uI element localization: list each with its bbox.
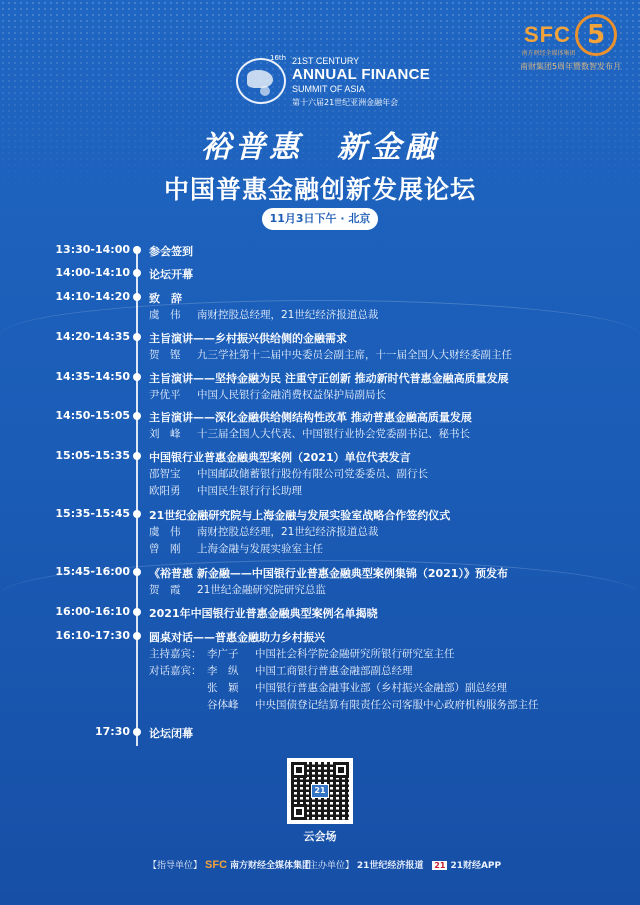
timeline-dot (133, 412, 141, 420)
date-badge: 11月3日下午 · 北京 (262, 208, 378, 230)
speaker-name: 张 颖 (207, 682, 239, 694)
agenda-title: 论坛闭幕 (149, 727, 193, 740)
speaker-name: 虞 伟 (149, 309, 181, 321)
speaker-role: 中国民生银行行长助理 (197, 485, 302, 497)
speaker (149, 466, 428, 481)
sfc-anniversary-logo (513, 14, 628, 72)
timeline-dot (133, 246, 141, 254)
qr-21-badge: 21 (311, 784, 329, 798)
guide-label: 【指导单位】 (148, 861, 203, 871)
agenda-time: 15:35-15:45 (55, 507, 130, 520)
five-anniversary-icon: 5 (575, 14, 617, 56)
summit-edition: 16th (270, 54, 287, 62)
guide-org: 南方财经全媒体集团 (230, 861, 312, 871)
agenda-time: 15:45-16:00 (55, 565, 130, 578)
host-org-21cbh: 21世纪经济报道 (356, 861, 424, 871)
qr-finder (333, 762, 349, 778)
speaker (149, 483, 302, 498)
speaker-role: 中国社会科学院金融研究所银行研究室主任 (255, 648, 455, 660)
sfc-logo-mark: SFC (524, 22, 571, 47)
21-app-icon: 21 (434, 861, 446, 870)
summit-line2: ANNUAL FINANCE (292, 66, 431, 83)
summit-logo (236, 54, 431, 110)
agenda-title: 参会签到 (149, 245, 193, 258)
speaker-name: 贺 霞 (149, 584, 181, 596)
agenda-time: 14:20-14:35 (55, 330, 130, 343)
agenda-title: 主旨演讲——乡村振兴供给侧的金融需求 (149, 332, 347, 345)
slogan-part: 新金融 (337, 130, 439, 165)
speaker-role: 中国邮政储蓄银行股份有限公司党委委员、副行长 (197, 468, 428, 480)
agenda-title: 论坛开幕 (149, 268, 193, 281)
speaker-role: 南财控股总经理，21世纪经济报道总裁 (197, 309, 379, 321)
speaker-name: 贺 铿 (149, 349, 181, 361)
agenda-time: 14:35-14:50 (55, 370, 130, 383)
agenda-time: 13:30-14:00 (55, 243, 130, 256)
agenda-title: 主旨演讲——深化金融供给侧结构性改革 推动普惠金融高质量发展 (149, 411, 472, 424)
qr-caption: 云会场 (303, 830, 337, 843)
slogan-part: 裕普惠 (201, 130, 303, 165)
timeline-dot (133, 608, 141, 616)
speaker (149, 347, 512, 362)
speaker-role: 中国人民银行金融消费权益保护局副局长 (197, 389, 386, 401)
speaker-name: 曾 刚 (149, 543, 181, 555)
speaker (149, 387, 386, 402)
timeline-dot (133, 568, 141, 576)
summit-line1: 21ST CENTURY (292, 56, 360, 66)
speaker (149, 582, 326, 597)
speaker-name: 邵智宝 (149, 468, 181, 480)
host-label: 【主办单位】 (300, 861, 355, 871)
speaker-role: 十三届全国人大代表、中国银行业协会党委副书记、秘书长 (197, 428, 470, 440)
timeline-dot (133, 333, 141, 341)
timeline-dot (133, 510, 141, 518)
qr-finder (291, 804, 307, 820)
sfc-logo-caption: 南财集团5周年暨数智发布月 (519, 62, 622, 71)
sfc-logo-subtitle: 南方财经全媒体集团 (521, 50, 576, 57)
agenda-title: 中国银行业普惠金融典型案例（2021）单位代表发言 (149, 451, 411, 464)
roundtable-guest (149, 680, 507, 695)
speaker-name: 谷体峰 (207, 699, 239, 711)
agenda-time: 17:30 (94, 725, 130, 738)
timeline-dot (133, 452, 141, 460)
agenda-time: 15:05-15:35 (55, 449, 130, 462)
agenda-time: 14:50-15:05 (55, 409, 130, 422)
summit-chinese-name: 第十六届21世纪亚洲金融年会 (292, 98, 399, 107)
agenda-time: 16:00-16:10 (55, 605, 130, 618)
footer-host-unit (300, 858, 501, 871)
agenda-time: 14:10-14:20 (55, 290, 130, 303)
speaker-role: 中央国债登记结算有限责任公司客服中心政府机构服务部主任 (255, 699, 539, 711)
roundtable-guest (149, 697, 539, 712)
speaker-name: 尹优平 (149, 389, 181, 401)
speaker-role: 中国银行普惠金融事业部（乡村振兴金融部）副总经理 (255, 682, 507, 694)
agenda-title: 致 辞 (149, 292, 182, 305)
qr-finder (291, 762, 307, 778)
speaker-name: 虞 伟 (149, 526, 181, 538)
speaker-role: 上海金融与发展实验室主任 (197, 543, 323, 555)
agenda-title: 21世纪金融研究院与上海金融与发展实验室战略合作签约仪式 (149, 509, 451, 522)
summit-line3: SUMMIT OF ASIA (292, 84, 365, 94)
slogan (0, 122, 640, 166)
speaker-name: 欧阳勇 (149, 485, 181, 497)
speaker-name: 李广子 (207, 648, 239, 660)
speaker (149, 426, 470, 441)
timeline-dot (133, 728, 141, 736)
timeline-dot (133, 293, 141, 301)
asia-globe-icon (236, 58, 286, 104)
guest-role-label: 对话嘉宾： (149, 665, 202, 677)
speaker-role: 南财控股总经理，21世纪经济报道总裁 (197, 526, 379, 538)
footer-guide-unit (148, 858, 311, 871)
sfc-footer-logo: SFC (205, 859, 228, 871)
timeline-dot (133, 269, 141, 277)
cloud-venue-qr-code[interactable] (287, 758, 353, 824)
agenda-time: 14:00-14:10 (55, 266, 130, 279)
footer (0, 854, 640, 874)
speaker-role: 九三学社第十二届中央委员会副主席，十一届全国人大财经委副主任 (197, 349, 512, 361)
agenda-title: 主旨演讲——坚持金融为民 注重守正创新 推动新时代普惠金融高质量发展 (149, 372, 509, 385)
speaker-name: 刘 峰 (149, 428, 181, 440)
qr-pattern (291, 762, 349, 820)
roundtable-guest (149, 663, 413, 678)
host-org-app: 21财经APP (450, 861, 502, 871)
speaker-role: 中国工商银行普惠金融部副总经理 (255, 665, 413, 677)
page-title: 中国普惠金融创新发展论坛 (163, 175, 476, 204)
timeline-dot (133, 373, 141, 381)
speaker (149, 541, 323, 556)
speaker-name: 李 纵 (207, 665, 239, 677)
timeline-dot (133, 632, 141, 640)
speaker (149, 524, 378, 539)
roundtable-guest (149, 646, 455, 661)
agenda-timeline-line (136, 246, 138, 746)
agenda-title: 圆桌对话——普惠金融助力乡村振兴 (149, 631, 325, 644)
agenda-title: 2021年中国银行业普惠金融典型案例名单揭晓 (149, 607, 378, 620)
agenda-title: 《裕普惠 新金融——中国银行业普惠金融典型案例集锦（2021）》预发布 (149, 567, 508, 580)
speaker (149, 307, 378, 322)
speaker-role: 21世纪金融研究院研究总监 (197, 584, 326, 596)
agenda-time: 16:10-17:30 (55, 629, 130, 642)
guest-role-label: 主持嘉宾： (149, 648, 202, 660)
